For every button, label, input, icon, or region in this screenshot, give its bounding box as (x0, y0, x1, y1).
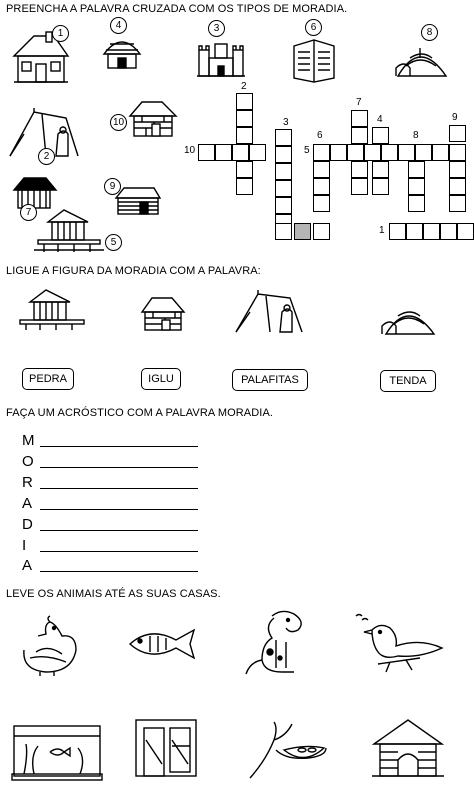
crossword-cell[interactable] (232, 144, 249, 161)
picture-number: 2 (38, 148, 55, 165)
crossword-cell[interactable] (275, 146, 292, 163)
animals-title: LEVE OS ANIMAIS ATÉ AS SUAS CASAS. (6, 588, 221, 600)
crossword-cell[interactable] (236, 93, 253, 110)
word-iglu[interactable]: IGLU (141, 368, 181, 390)
crossword-cell[interactable] (372, 127, 389, 144)
acrostic-line[interactable] (40, 432, 198, 447)
crossword-cell[interactable] (457, 223, 474, 240)
hut-icon (100, 34, 144, 70)
stone-house-icon (128, 98, 178, 138)
henhouse-icon (132, 716, 200, 780)
hut-icon (12, 176, 56, 210)
acrostic-line[interactable] (40, 453, 198, 468)
word-pedra[interactable]: PEDRA (22, 368, 74, 390)
crossword-cell[interactable] (351, 127, 368, 144)
tent-icon (232, 288, 304, 336)
nest-icon (246, 720, 330, 780)
crossword-cell[interactable] (249, 144, 266, 161)
crossword-cell[interactable] (236, 178, 253, 195)
crossword-cell[interactable] (389, 223, 406, 240)
crossword-number: 2 (241, 81, 247, 92)
crossword-cell[interactable] (275, 129, 292, 146)
acrostic-letter: A (22, 495, 33, 512)
acrostic-letter: A (22, 557, 33, 574)
crossword-cell[interactable] (236, 110, 253, 127)
crossword-number: 8 (413, 130, 419, 141)
crossword-cell[interactable] (372, 178, 389, 195)
picture-number: 10 (110, 114, 127, 131)
crossword-number: 1 (379, 225, 385, 236)
crossword-cell[interactable] (351, 178, 368, 195)
crossword-cell[interactable] (449, 125, 466, 142)
acrostic-letter: I (22, 537, 27, 554)
picture-number: 7 (20, 204, 37, 221)
crossword-cell[interactable] (215, 144, 232, 161)
crossword-cell[interactable] (423, 223, 440, 240)
wood-cabin-icon (114, 186, 162, 216)
crossword-cell[interactable] (236, 127, 253, 144)
acrostic-title: FAÇA UM ACRÓSTICO COM A PALAVRA MORADIA. (6, 407, 274, 419)
acrostic-line[interactable] (40, 557, 198, 572)
crossword-cell[interactable] (408, 178, 425, 195)
crossword-number: 10 (184, 145, 196, 156)
fish-icon (126, 626, 198, 662)
igloo-icon (380, 304, 438, 336)
building-icon (292, 38, 336, 82)
stone-house-icon (140, 296, 186, 332)
crossword-cell[interactable] (275, 180, 292, 197)
crossword-cell[interactable] (449, 161, 466, 178)
acrostic-letter: O (22, 453, 34, 470)
acrostic-line[interactable] (40, 474, 198, 489)
crossword-cell[interactable] (313, 144, 330, 161)
crossword-title: PREENCHA A PALAVRA CRUZADA COM OS TIPOS DE MORADIA. (6, 3, 348, 15)
crossword-cell[interactable] (449, 178, 466, 195)
castle-icon (197, 38, 245, 78)
doghouse-icon (370, 718, 446, 780)
picture-number: 5 (105, 234, 122, 251)
crossword-cell[interactable] (236, 161, 253, 178)
crossword-number: 9 (452, 112, 458, 123)
crossword-number: 7 (356, 97, 362, 108)
acrostic-line[interactable] (40, 495, 198, 510)
picture-number: 8 (421, 24, 438, 41)
crossword-number: 6 (317, 130, 323, 141)
crossword-cell[interactable] (406, 223, 423, 240)
acrostic-line[interactable] (40, 516, 198, 531)
stilt-house-icon (34, 208, 104, 254)
crossword-cell[interactable] (449, 195, 466, 212)
picture-number: 1 (52, 25, 69, 42)
dog-icon (242, 608, 308, 678)
crossword-cell[interactable] (415, 144, 432, 161)
word-tenda[interactable]: TENDA (380, 370, 436, 392)
acrostic-letter: R (22, 474, 33, 491)
acrostic-line[interactable] (40, 537, 198, 552)
hen-icon (16, 614, 82, 674)
crossword-cell[interactable] (408, 161, 425, 178)
crossword-cell[interactable] (313, 223, 330, 240)
crossword-cell[interactable] (364, 144, 381, 161)
crossword-number: 3 (283, 117, 289, 128)
match-title: LIGUE A FIGURA DA MORADIA COM A PALAVRA: (6, 265, 261, 277)
picture-number: 6 (305, 19, 322, 36)
crossword-cell[interactable] (275, 197, 292, 214)
crossword-cell[interactable] (313, 195, 330, 212)
crossword-cell[interactable] (381, 144, 398, 161)
acrostic-letter: D (22, 516, 33, 533)
crossword-cell[interactable] (313, 161, 330, 178)
picture-number: 9 (104, 178, 121, 195)
crossword-number: 5 (304, 145, 310, 156)
crossword-cell[interactable] (275, 223, 292, 240)
stilt-house-icon (18, 288, 86, 332)
crossword-cell[interactable] (351, 110, 368, 127)
crossword-cell[interactable] (313, 178, 330, 195)
picture-number: 3 (208, 20, 225, 37)
crossword-cell[interactable] (351, 161, 368, 178)
crossword-cell[interactable] (330, 144, 347, 161)
igloo-icon (392, 44, 452, 78)
bird-icon (350, 612, 446, 676)
picture-number: 4 (110, 17, 127, 34)
crossword-number: 4 (377, 114, 383, 125)
crossword-cell[interactable] (449, 144, 466, 161)
crossword-cell[interactable] (372, 161, 389, 178)
crossword-cell[interactable] (440, 223, 457, 240)
crossword-cell[interactable] (347, 144, 364, 161)
crossword-cell[interactable] (198, 144, 215, 161)
crossword-cell (294, 223, 311, 240)
crossword-cell[interactable] (398, 144, 415, 161)
crossword-cell[interactable] (275, 163, 292, 180)
acrostic-letter: M (22, 432, 35, 449)
aquarium-icon (10, 722, 104, 782)
crossword-cell[interactable] (432, 144, 449, 161)
crossword-cell[interactable] (408, 195, 425, 212)
word-palafitas[interactable]: PALAFITAS (232, 369, 308, 391)
